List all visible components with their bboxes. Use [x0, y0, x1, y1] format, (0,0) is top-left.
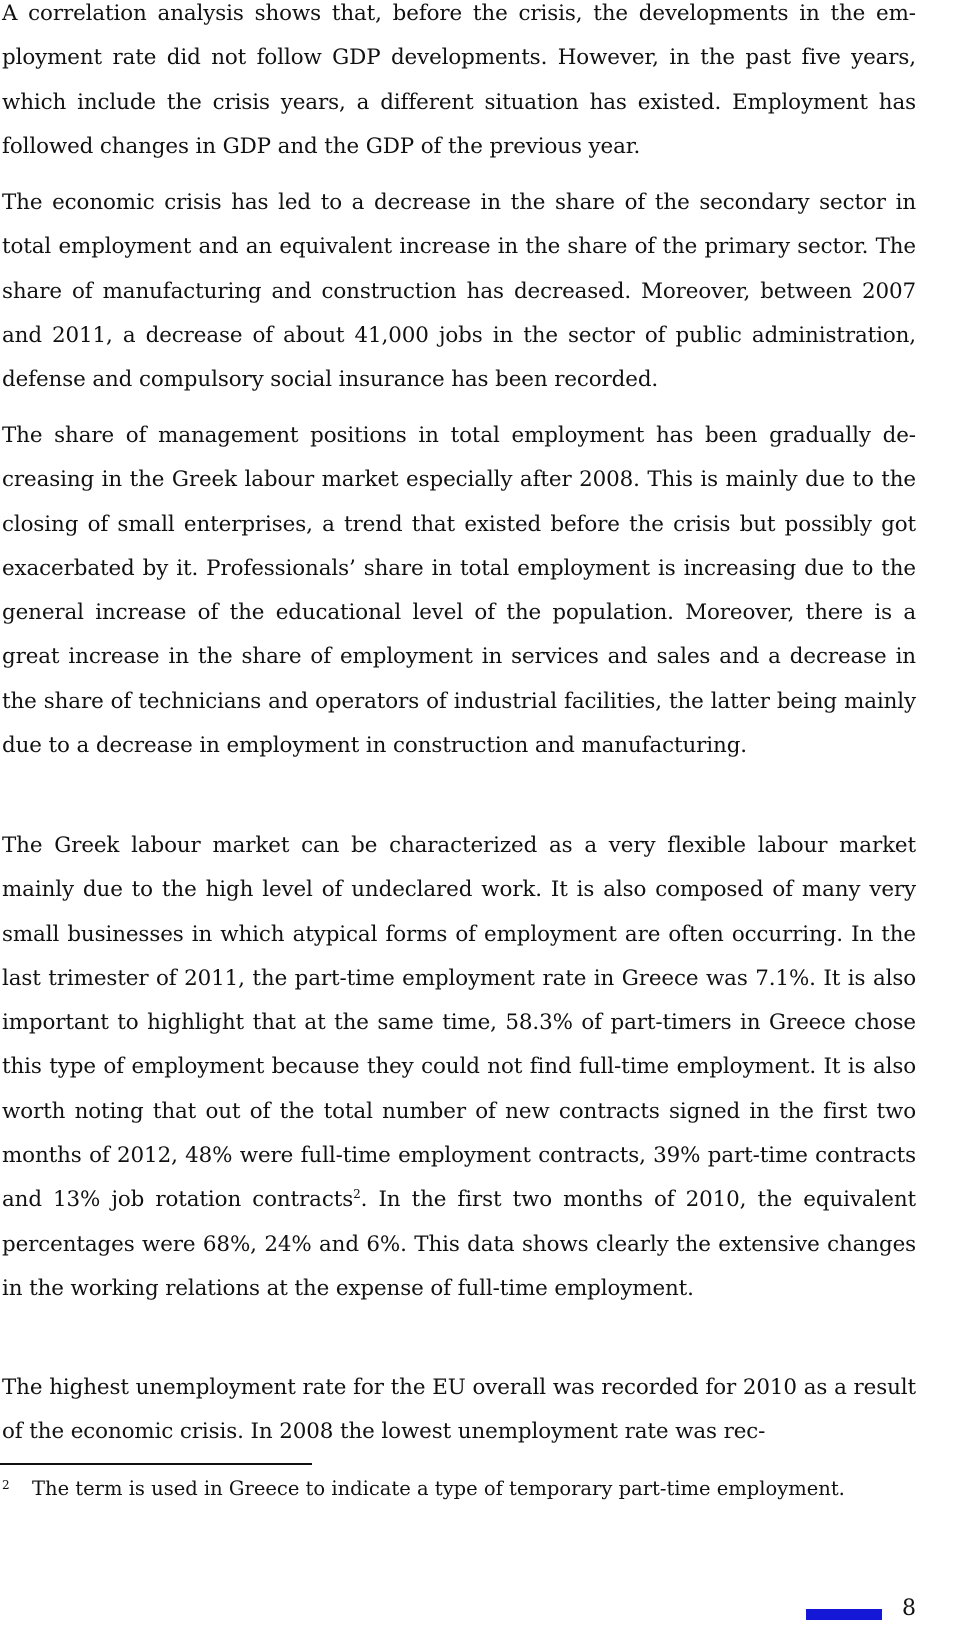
footnote-reference[interactable]: 2 — [353, 1187, 361, 1202]
footnote-text: The term is used in Greece to indicate a type of temporary part-time employment. — [32, 1477, 845, 1500]
paragraph-occupations: The share of management positions in total employment has been gradually decreasing in the Greek labour market especially after 2008. This is mainly due to the closing of small enterprises, a trend that existed before the crisis but possibly got exacerbated by it. Professionals’ share in total employment is increasing due to the general increase of the educational level of the population. Moreover, there is a great increase in the share of employment in services and sales and a decrease in the share of technicians and operators of industrial facilities, the latter being mainly due to a decrease in employment in construction and manufacturing. — [2, 423, 916, 759]
paragraph-text-before-footnote: The Greek labour market can be characterized as a very flexible labour market mainly due to the high level of undeclared work. It is also composed of many very small businesses in which atypical forms of employment are often occurring. In the last trimester of 2011, the part-time employment rate in Greece was 7.1%. It is also important to highlight that at the same time, 58.3% of part-timers in Greece chose this type of employment because they could not find full-time employment. It is also worth noting that out of the total number of new contracts signed in the first two months of 2012, 48% were full-time employment contracts, 39% part-time contracts and 13% job rotation contracts — [2, 833, 916, 1213]
page-number: 8 — [902, 1596, 916, 1621]
paragraph-flexible-labour-market — [2, 824, 916, 1311]
footnote-divider — [0, 1463, 312, 1465]
paragraph-unemployment: The highest unemployment rate for the EU overall was recorded for 2010 as a result of the economic crisis. In 2008 the lowest unemployment rate was rec- — [2, 1375, 916, 1445]
page-marker-bar — [806, 1609, 882, 1620]
footnote — [2, 1475, 916, 1503]
paragraph-sector-shares: The economic crisis has led to a decrease in the share of the secondary sector in total employment and an equivalent increase in the share of the primary sector. The share of manufacturing and construction has decreased. Moreover, between 2007 and 2011, a decrease of about 41,000 jobs in the sector of public administration, defense and compulsory social insurance has been recorded. — [2, 190, 916, 393]
paragraph-text-after-footnote: . In the first two months of 2010, the equivalent percentages were 68%, 24% and 6%. This data shows clearly the extensive changes in the working relations at the expense of full-time employment. — [2, 1187, 916, 1301]
footnote-number: 2 — [2, 1478, 10, 1492]
paragraph-gdp-correlation: A correlation analysis shows that, before the crisis, the developments in the employment rate did not follow GDP developments. However, in the past five years, which include the crisis years, a different situation has existed. Employment has followed changes in GDP and the GDP of the previous year. — [2, 1, 916, 159]
